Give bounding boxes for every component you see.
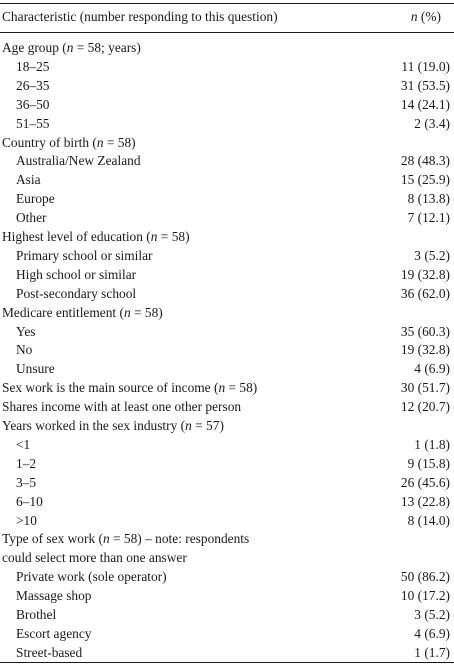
row-label-text: Primary school or similar [16, 247, 153, 263]
percent-symbol: (%) [420, 9, 441, 24]
row-label-text: Age group ( [2, 40, 67, 55]
row-label [16, 473, 36, 492]
row-label [2, 548, 187, 567]
row-label [16, 322, 35, 341]
row-label-rest: = 58; years) [73, 40, 141, 55]
table-row [0, 208, 454, 227]
row-label-text: Street-based [16, 644, 83, 660]
row-label-text: >10 [16, 512, 37, 528]
row-label [16, 114, 49, 133]
table-row [0, 38, 454, 57]
bottom-rule [0, 662, 454, 663]
table-row [0, 114, 454, 133]
row-label [16, 76, 49, 95]
row-label-text: Private work (sole operator) [16, 569, 167, 585]
row-value: 1 (1.7) [414, 644, 450, 660]
row-label-text: Country of birth ( [2, 134, 97, 150]
row-value: 31 (53.5) [400, 77, 450, 93]
table-row [0, 473, 454, 492]
row-label [16, 624, 91, 643]
n-symbol: n [66, 40, 74, 55]
row-label [16, 95, 49, 114]
row-label-text: Other [16, 210, 47, 226]
row-label [16, 57, 49, 76]
row-label [16, 189, 55, 208]
row-value: 36 (62.0) [400, 285, 450, 301]
row-label-rest: = 58) [130, 304, 163, 320]
row-value: 15 (25.9) [400, 172, 450, 188]
table-row [0, 189, 454, 208]
table-row [0, 397, 454, 416]
table-row [0, 454, 454, 473]
row-value: 12 (20.7) [400, 399, 450, 415]
row-label [16, 340, 32, 359]
table-row [0, 643, 454, 662]
row-value: 11 (19.0) [401, 58, 450, 74]
table-row [0, 548, 454, 567]
row-value: 9 (15.8) [407, 455, 450, 471]
row-label-rest: = 58) [103, 134, 136, 150]
row-label [16, 605, 56, 624]
row-label-text: 3–5 [16, 474, 37, 490]
row-label [16, 246, 153, 265]
header-rule [0, 32, 454, 33]
row-value: 7 (12.1) [407, 210, 450, 226]
n-symbol: n [123, 304, 131, 320]
characteristic-header: Characteristic (number responding to this question) [2, 9, 278, 24]
table-row [0, 378, 454, 397]
row-label-text: Yes [16, 323, 36, 339]
row-label-text: Australia/New Zealand [16, 153, 141, 169]
row-label-rest: = 58) – note: respondents [109, 531, 250, 547]
row-label-text: Europe [16, 191, 55, 207]
row-label [16, 492, 43, 511]
row-label-text: could select more than one answer [2, 550, 187, 566]
row-label [16, 359, 55, 378]
row-label-text: 6–10 [16, 493, 43, 509]
table-row [0, 605, 454, 624]
row-label [16, 208, 47, 227]
row-label-text: Escort agency [16, 625, 92, 641]
n-symbol: n [410, 9, 418, 24]
row-label [2, 38, 141, 57]
table-row [0, 284, 454, 303]
row-label-text: Years worked in the sex industry ( [2, 418, 186, 433]
n-symbol: n [185, 418, 192, 433]
row-value: 50 (86.2) [400, 569, 450, 585]
row-label [16, 435, 30, 454]
row-value: 4 (6.9) [414, 625, 450, 641]
table-row [0, 133, 454, 152]
table-row [0, 76, 454, 95]
row-value: 35 (60.3) [400, 323, 450, 339]
row-label-text: 51–55 [16, 115, 50, 131]
row-value: 14 (24.1) [400, 96, 450, 112]
row-label-text: No [16, 342, 33, 358]
row-label-text: Unsure [16, 361, 55, 377]
row-label-text: Massage shop [16, 588, 92, 604]
n-symbol: n [218, 380, 226, 396]
row-label-text: Post-secondary school [16, 285, 137, 301]
row-label-text: 1–2 [16, 455, 37, 471]
row-label [16, 454, 36, 473]
n-symbol: n [150, 229, 158, 244]
row-label-text: Sex work is the main source of income ( [2, 380, 219, 396]
row-label-text: High school or similar [16, 266, 137, 282]
row-label-rest: = 57) [191, 418, 224, 433]
n-symbol: n [102, 531, 110, 547]
row-value: 26 (45.6) [400, 474, 450, 490]
top-rule [0, 3, 454, 4]
row-label [2, 227, 190, 246]
row-value: 8 (14.0) [407, 512, 450, 528]
row-label-text: 18–25 [16, 58, 50, 74]
row-value: 13 (22.8) [400, 493, 450, 509]
row-label [16, 586, 92, 605]
row-label [16, 284, 136, 303]
table-row [0, 492, 454, 511]
table-row [0, 511, 454, 530]
table-row [0, 340, 454, 359]
row-label [2, 378, 257, 397]
row-label-rest: = 58) [157, 229, 190, 244]
row-value: 1 (1.8) [414, 436, 450, 452]
table-row [0, 303, 454, 322]
row-label-text: 36–50 [16, 96, 50, 112]
table-row [0, 567, 454, 586]
row-label-text: Highest level of education ( [2, 229, 151, 244]
row-label [16, 170, 41, 189]
row-value: 8 (13.8) [407, 191, 450, 207]
row-label [16, 567, 167, 586]
table-row [0, 227, 454, 246]
table-row [0, 359, 454, 378]
row-label-text: 26–35 [16, 77, 50, 93]
table-row [0, 624, 454, 643]
row-label-text: Medicare entitlement ( [2, 304, 124, 320]
row-label-text: Shares income with at least one other person [2, 399, 242, 415]
table-row [0, 322, 454, 341]
table-header-row [0, 7, 454, 26]
row-label-text: Type of sex work ( [2, 531, 103, 547]
row-label-rest: = 58) [225, 380, 258, 396]
row-label [2, 133, 136, 152]
row-value: 30 (51.7) [400, 380, 450, 396]
row-label-text: Asia [16, 172, 41, 188]
table-row [0, 529, 454, 548]
row-label [16, 151, 141, 170]
n-percent-header [411, 7, 441, 26]
row-value: 28 (48.3) [400, 153, 450, 169]
row-value: 3 (5.2) [414, 247, 450, 263]
row-value: 19 (32.8) [400, 342, 450, 358]
row-label [2, 529, 249, 548]
row-value: 4 (6.9) [414, 361, 450, 377]
table-row [0, 416, 454, 435]
row-label [16, 511, 37, 530]
row-value: 2 (3.4) [414, 115, 450, 131]
row-value: 10 (17.2) [400, 588, 450, 604]
table-row [0, 151, 454, 170]
row-label [2, 397, 241, 416]
n-symbol: n [96, 134, 104, 150]
table-row [0, 586, 454, 605]
row-value: 3 (5.2) [414, 607, 450, 622]
row-label [2, 303, 163, 322]
row-label [2, 416, 224, 435]
table-row [0, 170, 454, 189]
row-label-text: Brothel [16, 607, 57, 622]
table-row [0, 95, 454, 114]
table-row [0, 57, 454, 76]
row-label [16, 643, 82, 662]
table-row [0, 435, 454, 454]
table-row [0, 246, 454, 265]
table-row [0, 265, 454, 284]
row-label [16, 265, 136, 284]
row-value: 19 (32.8) [400, 266, 450, 282]
row-label-text: <1 [16, 436, 31, 452]
